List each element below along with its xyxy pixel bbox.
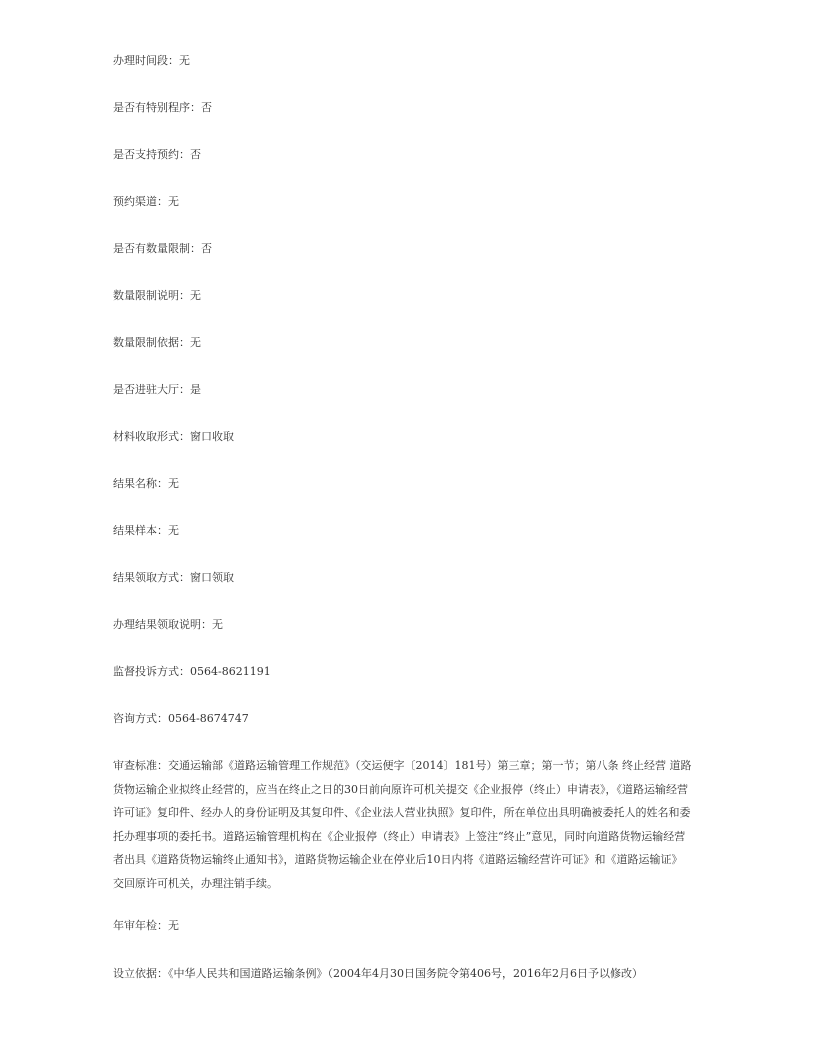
field-label: 数量限制依据： (113, 336, 190, 349)
field-special-procedure (113, 99, 693, 146)
field-label: 是否进驻大厅： (113, 383, 190, 396)
field-value: 无 (168, 477, 179, 490)
field-value: 交通运输部《道路运输管理工作规范》（交运便字〔2014〕181号）第三章；第一节；第八条 终止经营 道路货物运输企业拟终止经营的，应当在终止之日的30日前向原许可机关提交《企业报停（终止）申请表》，《道路运输经营许可证》复印件、经办人的身份证明及其复印件、《企业法人营业执照》复印件，所在单位出具明确被委托人的姓名和委托办理事项的委托书。道路运输管理机构在《企业报停（终止）申请表》上签注“终止”意见，同时向道路货物运输经营者出具《道路货物运输终止通知书》，道路货物运输企业在停业后10日内将《道路运输经营许可证》和《道路运输证》交回原许可机关，办理注销手续。 (113, 759, 692, 890)
document-body (113, 52, 693, 1012)
field-label: 咨询方式： (113, 712, 168, 725)
field-result-pickup (113, 569, 693, 616)
field-label: 是否有数量限制： (113, 242, 201, 255)
field-value: 《中华人民共和国道路运输条例》（2004年4月30日国务院令第406号，2016年2月6日予以修改） (168, 967, 643, 980)
field-label: 材料收取形式： (113, 430, 190, 443)
field-value: 无 (190, 336, 201, 349)
field-review-standard (113, 754, 693, 895)
field-label: 办理时间段： (113, 54, 179, 67)
field-hall-station (113, 381, 693, 428)
field-value: 无 (190, 289, 201, 302)
field-label: 数量限制说明： (113, 289, 190, 302)
field-value: 无 (168, 524, 179, 537)
field-value: 无 (179, 54, 190, 67)
field-value: 是 (190, 383, 201, 396)
field-value: 无 (168, 919, 179, 932)
field-label: 监督投诉方式： (113, 665, 190, 678)
field-label: 预约渠道： (113, 195, 168, 208)
field-label: 设立依据： (113, 967, 168, 980)
field-label: 办理结果领取说明： (113, 618, 212, 631)
field-value: 否 (201, 101, 212, 114)
field-consult-contact (113, 710, 693, 757)
field-reservation-channel (113, 193, 693, 240)
field-label: 结果领取方式： (113, 571, 190, 584)
field-result-pickup-note (113, 616, 693, 663)
field-reservation-support (113, 146, 693, 193)
field-value: 无 (168, 195, 179, 208)
field-handling-period (113, 52, 693, 99)
field-annual-inspection (113, 917, 693, 964)
field-value: 窗口领取 (190, 571, 234, 584)
field-result-sample (113, 522, 693, 569)
field-label: 审查标准： (113, 759, 168, 772)
field-value: 窗口收取 (190, 430, 234, 443)
field-value: 0564-8674747 (168, 712, 249, 725)
field-material-collection (113, 428, 693, 475)
field-value: 否 (190, 148, 201, 161)
field-label: 结果样本： (113, 524, 168, 537)
field-legal-basis (113, 965, 693, 1012)
field-complaint-contact (113, 663, 693, 710)
field-label: 是否有特别程序： (113, 101, 201, 114)
field-quantity-limit-note (113, 287, 693, 334)
field-quantity-limit-basis (113, 334, 693, 381)
field-value: 否 (201, 242, 212, 255)
field-value: 0564-8621191 (190, 665, 271, 678)
field-label: 年审年检： (113, 919, 168, 932)
field-label: 结果名称： (113, 477, 168, 490)
field-label: 是否支持预约： (113, 148, 190, 161)
field-result-name (113, 475, 693, 522)
field-quantity-limit (113, 240, 693, 287)
field-value: 无 (212, 618, 223, 631)
